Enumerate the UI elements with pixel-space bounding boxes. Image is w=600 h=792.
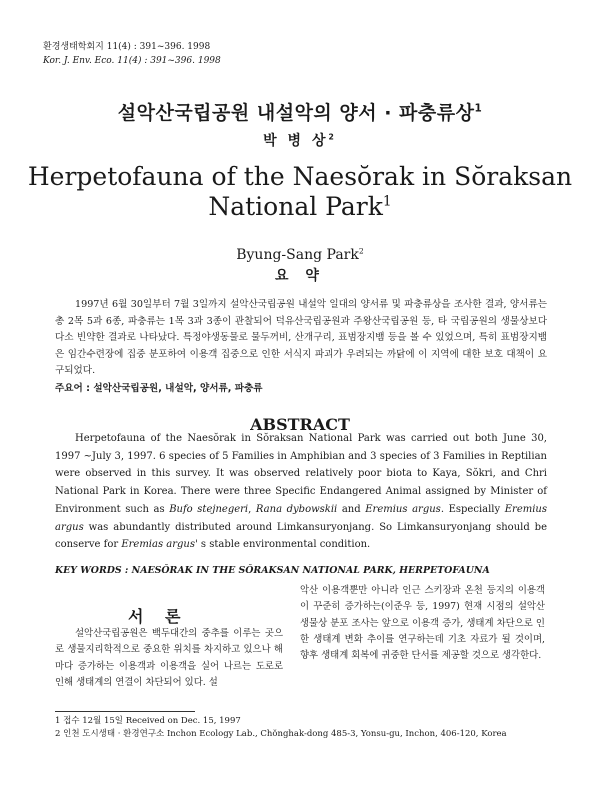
title-english-line2: National Park: [208, 192, 383, 221]
footnote-divider: [55, 711, 195, 712]
abstract-text-6: ' s stable environmental condition.: [195, 539, 371, 551]
section-heading-introduction: 서 론: [128, 607, 189, 626]
species-bufo-stejnegeri: Bufo stejnegeri: [169, 503, 249, 515]
keywords-english: KEY WORDS : NAESŎRAK IN THE SŎRAKSAN NATIONAL PARK, HERPETOFAUNA: [55, 565, 490, 576]
title-english-footnote-mark: 1: [382, 193, 392, 210]
author-english-name: Byung-Sang Park: [236, 247, 359, 263]
title-korean-text: 설악산국립공원 내설악의 양서 · 파충류상: [117, 102, 475, 124]
species-rana-dybowskii: Rana dybowskii: [255, 503, 338, 515]
species-eremius-argus-2: Eremius argus: [55, 503, 548, 533]
introduction-left-column: 설악산국립공원은 백두대간의 중추를 이루는 곳으로 생물지리학적으로 중요한 위치를 차지하고 있으나 해마다 증가하는 이용객과 이용객을 실어 나르는 도로로 인해 생태계의 연결이 차단되어 있다. 설: [55, 628, 283, 688]
keywords-korean: 주요어 : 설악산국립공원, 내설악, 양서류, 파충류: [55, 383, 263, 394]
english-abstract-body: [55, 430, 547, 554]
footnote-2: 2 인천 도시생태 · 환경연구소 Inchon Ecology Lab., Chŏnghak-dong 485-3, Yonsu-gu, Inchon, 406-120, Korea: [55, 729, 507, 739]
footnote-1: 1 접수 12월 15일 Received on Dec. 15, 1997: [55, 716, 241, 726]
species-eremias-argus: Eremias argus: [121, 539, 195, 551]
journal-citation-ko: 환경생태학회지 11(4) : 391~396. 1998: [43, 42, 211, 52]
korean-abstract-heading: 요 약: [275, 268, 325, 284]
title-korean-footnote-mark: 1: [474, 102, 483, 115]
title-english: [0, 162, 600, 222]
author-korean: [0, 130, 600, 150]
introduction-right-column: 악산 이용객뿐만 아니라 인근 스키장과 온천 등지의 이용객이 꾸준히 증가하는(이준우 등, 1997) 현재 시점의 설악산 생물상 분포 조사는 앞으로 이용객 증가, 생태계 차단으로 인한 생태계 변화 추이를 연구하는데 기초 자료가 될 것이며, 향후 생태계 회복에 귀중한 단서를 제공할 것으로 생각한다.: [300, 585, 545, 662]
abstract-heading: ABSTRACT: [250, 415, 350, 434]
abstract-text-5: was abundantly distributed around Limkansuryonjang. So Limkansuryonjang should be conserve for: [55, 521, 547, 551]
title-english-line2-wrap: [0, 192, 600, 222]
korean-abstract-body: 1997년 6월 30일부터 7월 3일까지 설악산국립공원 내설악 일대의 양서류 및 파충류상을 조사한 결과, 양서류는 총 2목 5과 6종, 파충류는 1목 3과 3종이 관찰되어 덕유산국립공원과 주왕산국립공원 등, 타 국립공원의 생물상보다 다소 빈약한 결과로 나타났다. 특정야생동물로 물두꺼비, 산개구리, 표범장지뱀 등을 볼 수 있었으며, 특히 표범장지뱀은 임간수련장에 집중 분포하여 이용객 집중으로 인한 서식지 파괴가 우려되는 까닭에 이 지역에 대한 보호 대책이 요구되었다.: [55, 299, 547, 377]
abstract-text-2: ,: [248, 503, 256, 515]
author-english: [0, 247, 600, 263]
author-korean-name: 박 병 상: [263, 133, 329, 149]
author-english-footnote-mark: 2: [358, 246, 364, 256]
abstract-text-3: and: [337, 503, 366, 515]
title-english-line1: Herpetofauna of the Naesŏrak in Sŏraksan: [27, 162, 573, 191]
title-korean: [0, 98, 600, 125]
abstract-text-4: . Especially: [440, 503, 505, 515]
species-eremius-argus: Eremius argus: [365, 503, 441, 515]
abstract-text-1: Herpetofauna of the Naesŏrak in Sŏraksan National Park was carried out both June 30, 1997 ~July 3, 1997. 6 species of 5 Families in Amphibian and 3 species of 3 Families in Reptilian were observed in this survey. It was observed relatively poor biota to Kaya, Sŏkri, and Chri National Park in Korea. There were three Specific Endangered Animal assigned by Minister of Environment such as: [55, 433, 547, 515]
journal-citation-en: Kor. J. Env. Eco. 11(4) : 391~396. 1998: [43, 56, 221, 66]
author-korean-footnote-mark: 2: [328, 132, 337, 142]
